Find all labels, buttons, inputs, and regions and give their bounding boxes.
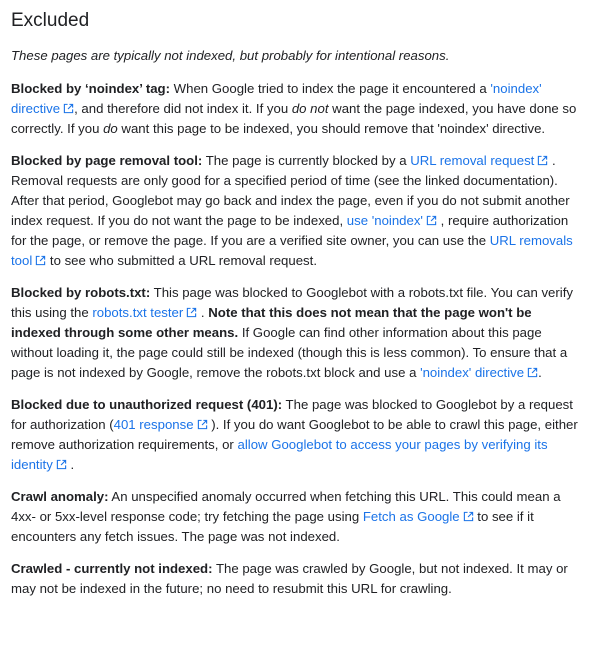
term-anomaly: Crawl anomaly: [11,489,109,504]
section-removal-tool [11,151,583,271]
section-unauthorized [11,395,583,475]
noindex-directive-link[interactable]: 'noindex' directive [11,81,542,116]
section-text: . [197,305,209,320]
section-text: want this page to be indexed, you should remove that 'noindex' directive. [117,121,546,136]
section-text: . [66,457,75,472]
page-title: Excluded [11,10,90,31]
fetch-as-google-link[interactable]: Fetch as Google [363,509,474,524]
external-link-icon [63,103,74,114]
section-anomaly [11,487,583,547]
section-text: . Removal requests are only good for a specified period of time (see the linked documentation). After that period, Googlebot may go back and index the page, even if you do not submit another index request. If you do not want the page to be indexed, [11,153,570,228]
emphasis-text: do not [291,101,329,116]
noindex-directive-link[interactable]: 'noindex' directive [420,365,538,380]
url-removals-tool-link[interactable]: URL removals tool [11,233,573,268]
external-link-icon [527,367,538,378]
emphasis-text: do [103,121,118,136]
section-text: This page was blocked to Googlebot with a robots.txt file. You can verify this using the [11,285,573,320]
section-text: , require authorization for the page, or remove the page. If you are a verified site owner, you can use the [11,213,569,248]
section-noindex [11,79,583,139]
external-link-icon [56,459,67,470]
intro-text: These pages are typically not indexed, but probably for intentional reasons. [11,48,450,63]
401-response-link[interactable]: 401 response [114,417,208,432]
use-noindex-link[interactable]: use 'noindex' [347,213,437,228]
external-link-icon [186,307,197,318]
term-unauthorized: Blocked due to unauthorized request (401): [11,397,283,412]
section-text: want the page indexed, you have done so correctly. If you [11,101,577,136]
term-crawled: Crawled - currently not indexed: [11,561,213,576]
section-text: The page is currently blocked by a [202,153,411,168]
section-text: to see who submitted a URL removal request. [46,253,317,268]
external-link-icon [463,511,474,522]
robots-tester-link[interactable]: robots.txt tester [92,305,197,320]
verify-googlebot-link[interactable]: allow Googlebot to access your pages by verifying its identity [11,437,548,472]
section-text: If Google can find other information about this page without loading it, the page could still be indexed (though this is less common). To ensure that a page is not indexed by Google, remove the robots.txt block and use a [11,325,568,380]
external-link-icon [537,155,548,166]
term-noindex: Blocked by ‘noindex’ tag: [11,81,171,96]
term-removal-tool: Blocked by page removal tool: [11,153,203,168]
external-link-icon [197,419,208,430]
section-crawled [11,559,583,599]
section-robots [11,283,583,383]
external-link-icon [35,255,46,266]
strong-note: Note that this does not mean that the page won't be indexed through some other means. [11,305,532,340]
section-text: The page was blocked to Googlebot by a request for authorization ( [11,397,573,432]
url-removal-request-link[interactable]: URL removal request [410,153,548,168]
section-text: The page was crawled by Google, but not indexed. It may or may not be indexed in the future; no need to resubmit this URL for crawling. [11,561,568,596]
external-link-icon [426,215,437,226]
section-text: to see if it encounters any fetch issues. The page was not indexed. [11,509,534,544]
term-robots: Blocked by robots.txt: [11,285,151,300]
section-text: , and therefore did not index it. If you [74,101,292,116]
section-text: When Google tried to index the page it encountered a [170,81,491,96]
section-text: An unspecified anomaly occurred when fetching this URL. This could mean a 4xx- or 5xx-level response code; try fetching the page using [11,489,561,524]
section-text: . [538,365,542,380]
section-text: ). If you do want Googlebot to be able to crawl this page, either remove authorization requirements, or [11,417,578,452]
